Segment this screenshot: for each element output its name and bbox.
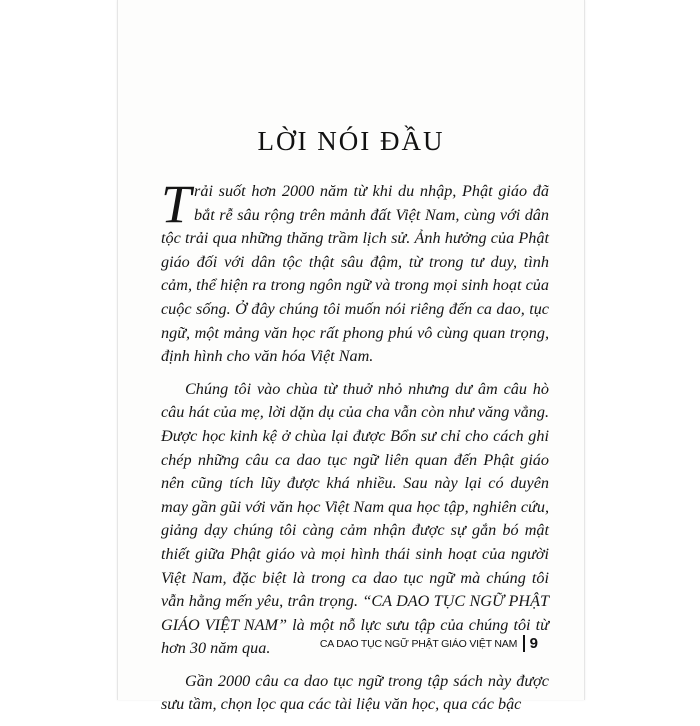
page-footer	[320, 635, 538, 652]
paragraph-3: Gần 2000 câu ca dao tục ngữ trong tập sách này được sưu tầm, chọn lọc qua các tài liệu văn học, qua các bậc	[161, 671, 549, 714]
paragraph-2: Chúng tôi vào chùa từ thuở nhỏ nhưng dư âm câu hò câu hát của mẹ, lời dặn dụ của cha vẫn còn như văng vẳng. Được học kinh kệ ở chùa lại được Bổn sư chỉ cho cách ghi chép những câu ca dao tục ngữ liên quan đến Phật giáo nên cũng tích lũy được khá nhiều. Sau này lại có duyên may gần gũi với văn học Việt Nam qua học tập, nghiên cứu, giảng dạy chúng tôi càng cảm nhận được sự gắn bó mật thiết giữa Phật giáo và mọi hình thái sinh hoạt của người Việt Nam, đặc biệt là trong ca dao tục ngữ mà chúng tôi vẫn hằng mến yêu, trân trọng. “CA DAO TỤC NGỮ PHẬT GIÁO VIỆT NAM” là một nỗ lực sưu tập của chúng tôi từ hơn 30 năm qua.	[161, 379, 549, 658]
drop-cap: T	[161, 174, 192, 234]
footer-separator	[523, 635, 525, 652]
running-head: CA DAO TỤC NGỮ PHẬT GIÁO VIỆT NAM	[319, 637, 518, 650]
page-number: 9	[529, 635, 538, 652]
page-title: LỜI NÓI ĐẦU	[257, 126, 445, 156]
paragraph-1	[161, 174, 549, 369]
paragraph-1-text: rải suốt hơn 2000 năm từ khi du nhập, Phật giáo đã bắt rễ sâu rộng trên mảnh đất Việt Nam, cùng với dân tộc trải qua những thăng trầm lịch sử. Ảnh hưởng của Phật giáo đối với dân tộc thật sâu đậm, từ trong tư duy, tình cảm, thể hiện ra trong ngôn ngữ và trong mọi sinh hoạt của cuộc sống. Ở đây chúng tôi muốn nói riêng đến ca dao, tục ngữ, một mảng văn học rất phong phú vô cùng quan trọng, định hình cho văn hóa Việt Nam.	[161, 182, 549, 366]
book-page	[117, 0, 585, 714]
